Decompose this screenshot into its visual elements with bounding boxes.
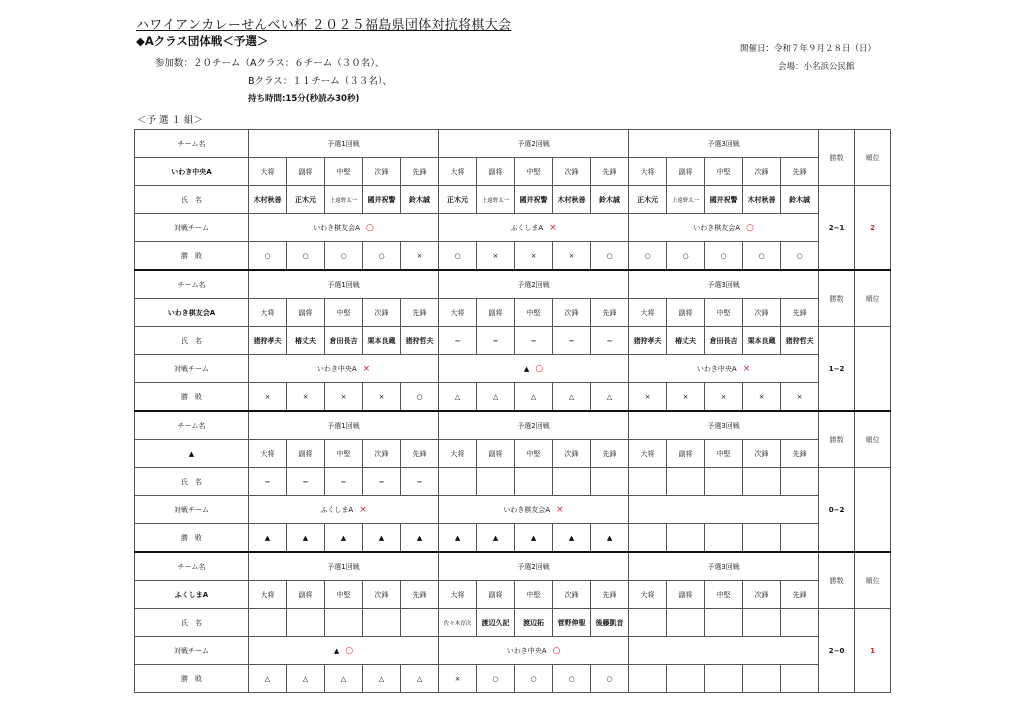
game-result: △ <box>553 383 591 412</box>
player-row <box>135 609 891 637</box>
player-name: 渡辺拓 <box>515 609 553 637</box>
team-rank <box>855 327 891 412</box>
position-label: 中堅 <box>325 299 363 327</box>
result-label: 勝 敗 <box>135 383 249 412</box>
result-row <box>135 383 891 412</box>
player-name: − <box>439 327 477 355</box>
game-result: ○ <box>325 242 363 271</box>
team-rank: 2 <box>855 186 891 271</box>
player-name: 佐々木淳次 <box>439 609 477 637</box>
game-result: × <box>401 242 439 271</box>
player-name <box>667 609 705 637</box>
game-result: ○ <box>667 242 705 271</box>
match-result-mark: ○ <box>552 645 561 656</box>
opponent-team: ▲ ○ <box>249 637 439 665</box>
name-label: 氏 名 <box>135 468 249 496</box>
game-result: × <box>249 383 287 412</box>
team-header-row <box>135 130 891 158</box>
game-result: × <box>363 383 401 412</box>
player-name <box>249 609 287 637</box>
position-label: 次鋒 <box>743 299 781 327</box>
player-name: 正木元 <box>439 186 477 214</box>
team-header-row <box>135 552 891 581</box>
position-label: 次鋒 <box>363 440 401 468</box>
game-result <box>743 665 781 693</box>
player-name: 鈴木誠 <box>591 186 629 214</box>
player-name: − <box>591 327 629 355</box>
position-label: 先鋒 <box>591 440 629 468</box>
position-row <box>135 158 891 186</box>
opponent-team: いわき中央A ○ <box>439 637 629 665</box>
game-result: × <box>325 383 363 412</box>
round-2-header: 予選2回戦 <box>439 270 629 299</box>
section-title: ◆Aクラス団体戦＜予選＞ <box>136 34 269 48</box>
team-name: ▲ <box>135 440 249 468</box>
team-header-row <box>135 411 891 440</box>
player-name: 栗本良蔵 <box>743 327 781 355</box>
position-label: 次鋒 <box>363 299 401 327</box>
position-label: 次鋒 <box>743 158 781 186</box>
game-result: × <box>781 383 819 412</box>
opponent-row <box>135 214 891 242</box>
player-name: 猪狩哲夫 <box>781 327 819 355</box>
position-label: 中堅 <box>515 440 553 468</box>
position-label: 大将 <box>249 440 287 468</box>
position-label: 中堅 <box>705 158 743 186</box>
player-name: 正木元 <box>287 186 325 214</box>
game-result: ▲ <box>515 524 553 553</box>
name-label: 氏 名 <box>135 327 249 355</box>
player-name: 上遠野太一 <box>477 186 515 214</box>
game-result <box>781 665 819 693</box>
game-result: × <box>515 242 553 271</box>
position-label: 中堅 <box>515 158 553 186</box>
match-result-mark: × <box>362 363 371 374</box>
game-result: ▲ <box>553 524 591 553</box>
round-3-header: 予選3回戦 <box>629 411 819 440</box>
player-name <box>591 468 629 496</box>
position-label: 先鋒 <box>401 158 439 186</box>
game-result: ○ <box>781 242 819 271</box>
round-3-header: 予選3回戦 <box>629 552 819 581</box>
player-name: 木村秋善 <box>743 186 781 214</box>
position-label: 中堅 <box>705 440 743 468</box>
match-result-mark: × <box>359 504 367 515</box>
position-label: 副将 <box>287 299 325 327</box>
position-row <box>135 581 891 609</box>
player-row <box>135 468 891 496</box>
group-label: ＜予 選 １ 組＞ <box>137 115 204 126</box>
game-result: ▲ <box>249 524 287 553</box>
name-label: 氏 名 <box>135 186 249 214</box>
team-header-row <box>135 270 891 299</box>
player-name: − <box>515 327 553 355</box>
match-result-mark: ○ <box>345 645 354 656</box>
opponent-row <box>135 496 891 524</box>
position-label: 大将 <box>629 440 667 468</box>
position-label: 先鋒 <box>591 299 629 327</box>
team-name: ふくしまA <box>135 581 249 609</box>
round-2-header: 予選2回戦 <box>439 411 629 440</box>
team-name-label: チーム名 <box>135 552 249 581</box>
opponent-team: ふくしまA × <box>439 214 629 242</box>
position-label: 先鋒 <box>781 581 819 609</box>
position-label: 大将 <box>439 299 477 327</box>
player-name: − <box>553 327 591 355</box>
player-name: 栗本良蔵 <box>363 327 401 355</box>
position-label: 次鋒 <box>743 440 781 468</box>
result-label: 勝 敗 <box>135 524 249 553</box>
position-label: 先鋒 <box>781 299 819 327</box>
game-result: ▲ <box>477 524 515 553</box>
event-date: 開催日：令和７年９月２８日（日） <box>740 44 877 54</box>
rank-label: 順位 <box>855 411 891 468</box>
position-label: 大将 <box>249 158 287 186</box>
player-name: 椿丈夫 <box>287 327 325 355</box>
wins-label: 勝数 <box>819 552 855 609</box>
game-result: △ <box>401 665 439 693</box>
rank-label: 順位 <box>855 130 891 186</box>
player-name: 國井祝警 <box>515 186 553 214</box>
player-name: − <box>477 327 515 355</box>
game-result: △ <box>325 665 363 693</box>
game-result <box>705 665 743 693</box>
position-label: 大将 <box>629 581 667 609</box>
player-name <box>781 609 819 637</box>
game-result: ○ <box>705 242 743 271</box>
result-row <box>135 524 891 553</box>
position-label: 大将 <box>439 440 477 468</box>
game-result: ▲ <box>287 524 325 553</box>
player-name <box>363 609 401 637</box>
player-name: 鈴木誠 <box>401 186 439 214</box>
team-rank <box>855 468 891 553</box>
game-result: ○ <box>515 665 553 693</box>
round-2-header: 予選2回戦 <box>439 130 629 158</box>
round-1-header: 予選1回戦 <box>249 270 439 299</box>
player-name: − <box>401 468 439 496</box>
opponent-team <box>629 637 819 665</box>
game-result: × <box>439 665 477 693</box>
player-name <box>325 609 363 637</box>
position-label: 大将 <box>629 158 667 186</box>
player-row <box>135 186 891 214</box>
game-result: × <box>705 383 743 412</box>
position-label: 次鋒 <box>363 158 401 186</box>
game-result: △ <box>287 665 325 693</box>
team-rank: 1 <box>855 609 891 693</box>
position-label: 副将 <box>667 158 705 186</box>
round-1-header: 予選1回戦 <box>249 130 439 158</box>
game-result: △ <box>477 383 515 412</box>
position-label: 次鋒 <box>553 299 591 327</box>
opponent-team: いわき中央A × <box>629 355 819 383</box>
position-label: 副将 <box>287 440 325 468</box>
opponent-team: いわき中央A × <box>249 355 439 383</box>
position-label: 副将 <box>477 158 515 186</box>
round-1-header: 予選1回戦 <box>249 552 439 581</box>
position-label: 中堅 <box>705 299 743 327</box>
match-result-mark: ○ <box>365 222 374 233</box>
opponent-team <box>629 496 819 524</box>
player-name: 椿丈夫 <box>667 327 705 355</box>
name-label: 氏 名 <box>135 609 249 637</box>
player-name: 木村秋善 <box>553 186 591 214</box>
game-result: ○ <box>363 242 401 271</box>
player-name: 菅野伸聖 <box>553 609 591 637</box>
game-result: △ <box>515 383 553 412</box>
player-name: 猪狩哲夫 <box>401 327 439 355</box>
player-name: 上遠野太一 <box>325 186 363 214</box>
player-name <box>477 468 515 496</box>
opponent-team: ▲ ○ <box>439 355 629 383</box>
time-limit: 持ち時間:15分(秒読み30秒) <box>248 94 360 104</box>
wins-label: 勝数 <box>819 411 855 468</box>
game-result: × <box>553 242 591 271</box>
position-label: 次鋒 <box>553 581 591 609</box>
team-name-label: チーム名 <box>135 130 249 158</box>
opponent-team: いわき棋友会A ○ <box>629 214 819 242</box>
team-score: 2−0 <box>819 609 855 693</box>
round-2-header: 予選2回戦 <box>439 552 629 581</box>
position-label: 先鋒 <box>591 581 629 609</box>
game-result: × <box>629 383 667 412</box>
player-name: 渡辺久記 <box>477 609 515 637</box>
game-result: ○ <box>743 242 781 271</box>
rank-label: 順位 <box>855 270 891 327</box>
position-label: 大将 <box>629 299 667 327</box>
game-result <box>667 524 705 553</box>
position-label: 大将 <box>249 581 287 609</box>
team-score: 0−2 <box>819 468 855 553</box>
position-label: 先鋒 <box>401 299 439 327</box>
player-name: 國井祝警 <box>363 186 401 214</box>
position-label: 副将 <box>287 581 325 609</box>
participants-line-1: 参加数：２０チーム（Aクラス：６チーム（３０名）、 <box>155 58 385 69</box>
game-result: ▲ <box>325 524 363 553</box>
game-result: △ <box>363 665 401 693</box>
game-result <box>629 524 667 553</box>
position-label: 中堅 <box>325 158 363 186</box>
position-label: 大将 <box>439 158 477 186</box>
position-label: 中堅 <box>325 440 363 468</box>
player-name: − <box>287 468 325 496</box>
position-label: 副将 <box>477 440 515 468</box>
position-label: 先鋒 <box>591 158 629 186</box>
team-name: いわき棋友会A <box>135 299 249 327</box>
player-name: 正木元 <box>629 186 667 214</box>
team-name-label: チーム名 <box>135 270 249 299</box>
position-label: 副将 <box>477 299 515 327</box>
rank-label: 順位 <box>855 552 891 609</box>
team-score: 2−1 <box>819 186 855 271</box>
player-name: − <box>325 468 363 496</box>
position-label: 中堅 <box>515 299 553 327</box>
player-name <box>515 468 553 496</box>
player-name <box>629 468 667 496</box>
opponent-team: ふくしまA × <box>249 496 439 524</box>
match-result-mark: × <box>556 504 564 515</box>
result-label: 勝 敗 <box>135 665 249 693</box>
round-3-header: 予選3回戦 <box>629 130 819 158</box>
position-label: 中堅 <box>515 581 553 609</box>
position-label: 中堅 <box>325 581 363 609</box>
position-row <box>135 299 891 327</box>
wins-label: 勝数 <box>819 130 855 186</box>
game-result: △ <box>249 665 287 693</box>
opponent-row <box>135 355 891 383</box>
position-label: 副将 <box>667 581 705 609</box>
position-label: 先鋒 <box>781 440 819 468</box>
game-result: ▲ <box>363 524 401 553</box>
player-name <box>401 609 439 637</box>
player-name: 上遠野太一 <box>667 186 705 214</box>
game-result: ○ <box>477 665 515 693</box>
wins-label: 勝数 <box>819 270 855 327</box>
opponent-label: 対戦チーム <box>135 637 249 665</box>
player-name: − <box>249 468 287 496</box>
page-title: ハワイアンカレーせんべい杯 ２０２５福島県団体対抗将棋大会 <box>136 18 512 33</box>
position-label: 大将 <box>439 581 477 609</box>
player-name <box>781 468 819 496</box>
game-result <box>743 524 781 553</box>
position-label: 先鋒 <box>401 440 439 468</box>
player-name <box>439 468 477 496</box>
result-row <box>135 242 891 271</box>
player-name <box>553 468 591 496</box>
position-label: 副将 <box>477 581 515 609</box>
result-row <box>135 665 891 693</box>
game-result: ○ <box>249 242 287 271</box>
opponent-label: 対戦チーム <box>135 214 249 242</box>
game-result: × <box>667 383 705 412</box>
results-table <box>134 129 891 693</box>
position-label: 次鋒 <box>363 581 401 609</box>
result-label: 勝 敗 <box>135 242 249 271</box>
game-result: ▲ <box>401 524 439 553</box>
game-result <box>781 524 819 553</box>
game-result: × <box>743 383 781 412</box>
player-name: 倉田長吉 <box>705 327 743 355</box>
player-name <box>743 468 781 496</box>
player-name: 後藤凱音 <box>591 609 629 637</box>
game-result: × <box>287 383 325 412</box>
player-name <box>705 468 743 496</box>
opponent-team: いわき棋友会A ○ <box>249 214 439 242</box>
team-name: いわき中央A <box>135 158 249 186</box>
player-row <box>135 327 891 355</box>
team-score: 1−2 <box>819 327 855 412</box>
match-result-mark: × <box>549 222 557 233</box>
position-label: 次鋒 <box>553 158 591 186</box>
position-label: 副将 <box>667 299 705 327</box>
game-result: ○ <box>591 242 629 271</box>
position-label: 次鋒 <box>553 440 591 468</box>
opponent-team: いわき棋友会A × <box>439 496 629 524</box>
game-result: ▲ <box>439 524 477 553</box>
game-result: × <box>477 242 515 271</box>
game-result: ○ <box>629 242 667 271</box>
player-name: 倉田長吉 <box>325 327 363 355</box>
player-name: 猪狩孝夫 <box>249 327 287 355</box>
position-label: 副将 <box>287 158 325 186</box>
event-venue: 会場：小名浜公民館 <box>778 62 855 72</box>
player-name: − <box>363 468 401 496</box>
round-1-header: 予選1回戦 <box>249 411 439 440</box>
participants-line-2: Bクラス：１１チーム（３３名）、 <box>248 76 392 87</box>
player-name: 木村秋善 <box>249 186 287 214</box>
game-result: ○ <box>439 242 477 271</box>
round-3-header: 予選3回戦 <box>629 270 819 299</box>
player-name <box>705 609 743 637</box>
game-result <box>667 665 705 693</box>
game-result: △ <box>439 383 477 412</box>
game-result <box>705 524 743 553</box>
game-result: △ <box>591 383 629 412</box>
player-name <box>287 609 325 637</box>
game-result: ○ <box>401 383 439 412</box>
position-label: 次鋒 <box>743 581 781 609</box>
player-name <box>629 609 667 637</box>
player-name <box>667 468 705 496</box>
player-name: 猪狩孝夫 <box>629 327 667 355</box>
player-name: 鈴木誠 <box>781 186 819 214</box>
game-result: ○ <box>591 665 629 693</box>
position-label: 大将 <box>249 299 287 327</box>
position-row <box>135 440 891 468</box>
position-label: 副将 <box>667 440 705 468</box>
opponent-label: 対戦チーム <box>135 355 249 383</box>
team-name-label: チーム名 <box>135 411 249 440</box>
game-result: ○ <box>287 242 325 271</box>
opponent-row <box>135 637 891 665</box>
position-label: 先鋒 <box>401 581 439 609</box>
player-name: 國井祝警 <box>705 186 743 214</box>
player-name <box>743 609 781 637</box>
position-label: 中堅 <box>705 581 743 609</box>
opponent-label: 対戦チーム <box>135 496 249 524</box>
game-result: ○ <box>553 665 591 693</box>
position-label: 先鋒 <box>781 158 819 186</box>
match-result-mark: ○ <box>746 222 754 233</box>
game-result: ▲ <box>591 524 629 553</box>
match-result-mark: ○ <box>535 363 544 374</box>
match-result-mark: × <box>742 363 751 374</box>
game-result <box>629 665 667 693</box>
